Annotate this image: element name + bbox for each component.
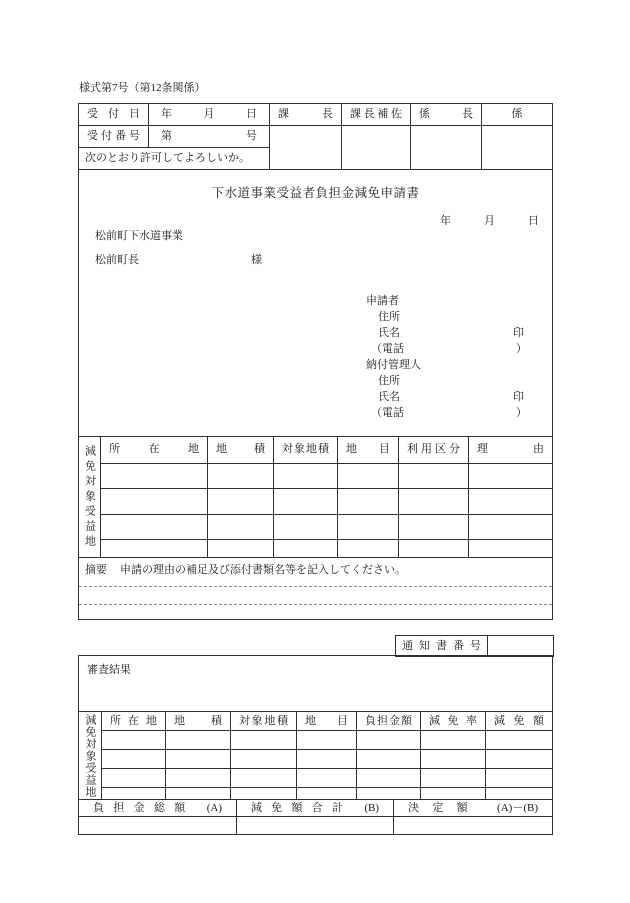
applicant-name-label: 氏名 bbox=[378, 327, 400, 339]
empty-entry-cell bbox=[399, 515, 468, 539]
reception-number-value: 第 号 bbox=[149, 126, 269, 147]
empty-entry-cell bbox=[208, 489, 273, 514]
empty-entry-cell bbox=[421, 731, 485, 749]
utility-name: 松前町下水道事業 bbox=[95, 230, 183, 242]
applicant-seal-mark: 印 bbox=[513, 327, 524, 339]
empty-entry-cell bbox=[101, 489, 207, 514]
col-header-usage: 利用区分 bbox=[399, 437, 468, 463]
empty-entry-cell bbox=[231, 788, 296, 799]
empty-entry-cell bbox=[421, 788, 485, 799]
empty-entry-cell bbox=[274, 540, 337, 557]
empty-entry-cell bbox=[399, 464, 468, 488]
approver-header-section-chief: 課長 bbox=[270, 104, 341, 125]
applicant-address-label: 住所 bbox=[378, 311, 400, 323]
applicant-phone-close: ） bbox=[516, 343, 527, 355]
col-header-reason: 理由 bbox=[469, 437, 552, 463]
reception-date-label: 受付日 bbox=[79, 104, 148, 125]
addressee-line bbox=[95, 251, 315, 267]
remarks-dotted-rule-1 bbox=[79, 586, 552, 587]
decided-amount-value-cell bbox=[394, 817, 552, 834]
col-header-land-category: 地目 bbox=[338, 437, 398, 463]
col-header-land-area: 地積 bbox=[208, 437, 273, 463]
empty-entry-cell bbox=[486, 769, 552, 787]
review-table-vertical-label: 減免対象受益地 bbox=[79, 712, 101, 799]
empty-entry-cell bbox=[166, 769, 230, 787]
empty-entry-cell bbox=[469, 515, 552, 539]
empty-entry-cell bbox=[338, 515, 398, 539]
empty-entry-cell bbox=[338, 489, 398, 514]
approval-stamp-cell bbox=[411, 126, 481, 169]
approver-header-clerk: 係 bbox=[482, 104, 552, 125]
empty-entry-cell bbox=[208, 540, 273, 557]
reception-table bbox=[78, 103, 553, 170]
empty-entry-cell bbox=[297, 788, 356, 799]
empty-entry-cell bbox=[208, 515, 273, 539]
approver-header-subsection-chief: 係長 bbox=[411, 104, 481, 125]
col-header-land-category: 地目 bbox=[297, 712, 356, 730]
col-header-location: 所在地 bbox=[102, 712, 165, 730]
empty-entry-cell bbox=[297, 731, 356, 749]
total-levy-value-cell bbox=[79, 817, 236, 834]
total-levy-label: 負担金総額 (A) bbox=[79, 800, 236, 816]
empty-entry-cell bbox=[399, 489, 468, 514]
review-table bbox=[78, 711, 553, 800]
empty-entry-cell bbox=[231, 731, 296, 749]
totals-table bbox=[78, 799, 553, 835]
manager-name-label: 氏名 bbox=[378, 391, 400, 403]
empty-entry-cell bbox=[357, 750, 420, 768]
empty-entry-cell bbox=[208, 464, 273, 488]
empty-entry-cell bbox=[469, 464, 552, 488]
empty-entry-cell bbox=[421, 750, 485, 768]
empty-entry-cell bbox=[231, 750, 296, 768]
reception-number-label: 受付番号 bbox=[79, 126, 148, 147]
applicant-label: 申請者 bbox=[366, 295, 399, 307]
manager-seal-mark: 印 bbox=[513, 391, 524, 403]
col-header-target-area: 対象地積 bbox=[274, 437, 337, 463]
empty-entry-cell bbox=[231, 769, 296, 787]
empty-entry-cell bbox=[166, 788, 230, 799]
empty-entry-cell bbox=[102, 750, 165, 768]
remarks-dotted-rule-2 bbox=[79, 604, 552, 605]
col-header-levy-amount: 負担金額 bbox=[357, 712, 420, 730]
empty-entry-cell bbox=[274, 489, 337, 514]
empty-entry-cell bbox=[421, 769, 485, 787]
approval-stamp-cell bbox=[482, 126, 552, 169]
manager-address-label: 住所 bbox=[378, 375, 400, 387]
empty-entry-cell bbox=[338, 540, 398, 557]
total-exemption-value-cell bbox=[237, 817, 393, 834]
review-result-label: 審査結果 bbox=[87, 664, 131, 676]
empty-entry-cell bbox=[274, 515, 337, 539]
approval-question: 次のとおり許可してよろしいか。 bbox=[79, 148, 269, 169]
mayor-label: 松前町長 bbox=[95, 254, 139, 266]
empty-entry-cell bbox=[166, 750, 230, 768]
col-header-location: 所在地 bbox=[101, 437, 207, 463]
application-date-line: 年 月 日 bbox=[440, 215, 539, 227]
manager-phone-label: （電話 bbox=[371, 407, 404, 419]
manager-phone-close: ） bbox=[516, 407, 527, 419]
reception-date-value: 年 月 日 bbox=[149, 104, 269, 125]
empty-entry-cell bbox=[486, 788, 552, 799]
exemption-table bbox=[78, 436, 553, 558]
decided-amount-label: 決定額 (A)－(B) bbox=[394, 800, 552, 816]
empty-entry-cell bbox=[486, 731, 552, 749]
empty-entry-cell bbox=[357, 788, 420, 799]
form-style-label: 様式第7号（第12条関係） bbox=[79, 82, 206, 94]
empty-entry-cell bbox=[101, 515, 207, 539]
total-exemption-label: 減免額合計 (B) bbox=[237, 800, 393, 816]
approval-stamp-cell bbox=[342, 126, 410, 169]
empty-entry-cell bbox=[297, 750, 356, 768]
honorific: 様 bbox=[251, 254, 262, 266]
remarks-label: 摘要 bbox=[85, 564, 107, 576]
application-title: 下水道事業受益者負担金減免申請書 bbox=[211, 186, 420, 200]
empty-entry-cell bbox=[486, 750, 552, 768]
empty-entry-cell bbox=[357, 731, 420, 749]
review-result-box bbox=[78, 655, 553, 712]
empty-entry-cell bbox=[399, 540, 468, 557]
empty-entry-cell bbox=[102, 788, 165, 799]
col-header-exemption-amount: 減免額 bbox=[486, 712, 552, 730]
empty-entry-cell bbox=[469, 540, 552, 557]
notice-number-table bbox=[395, 635, 554, 657]
empty-entry-cell bbox=[166, 731, 230, 749]
empty-entry-cell bbox=[357, 769, 420, 787]
notice-number-label: 通知書番号 bbox=[396, 636, 487, 656]
notice-number-value-cell bbox=[488, 636, 553, 656]
col-header-land-area: 地積 bbox=[166, 712, 230, 730]
applicant-phone-label: （電話 bbox=[371, 343, 404, 355]
empty-entry-cell bbox=[469, 489, 552, 514]
empty-entry-cell bbox=[102, 769, 165, 787]
empty-entry-cell bbox=[102, 731, 165, 749]
remarks-note: 申請の理由の補足及び添付書類名等を記入してください。 bbox=[120, 564, 406, 576]
empty-entry-cell bbox=[338, 464, 398, 488]
manager-label: 納付管理人 bbox=[366, 359, 421, 371]
empty-entry-cell bbox=[101, 464, 207, 488]
approver-header-deputy-chief: 課長補佐 bbox=[342, 104, 410, 125]
col-header-exemption-rate: 減免率 bbox=[421, 712, 485, 730]
approval-stamp-cell bbox=[270, 126, 341, 169]
col-header-target-area: 対象地積 bbox=[231, 712, 296, 730]
exemption-table-vertical-label: 減免対象受益地 bbox=[79, 437, 100, 557]
empty-entry-cell bbox=[101, 540, 207, 557]
empty-entry-cell bbox=[297, 769, 356, 787]
empty-entry-cell bbox=[274, 464, 337, 488]
